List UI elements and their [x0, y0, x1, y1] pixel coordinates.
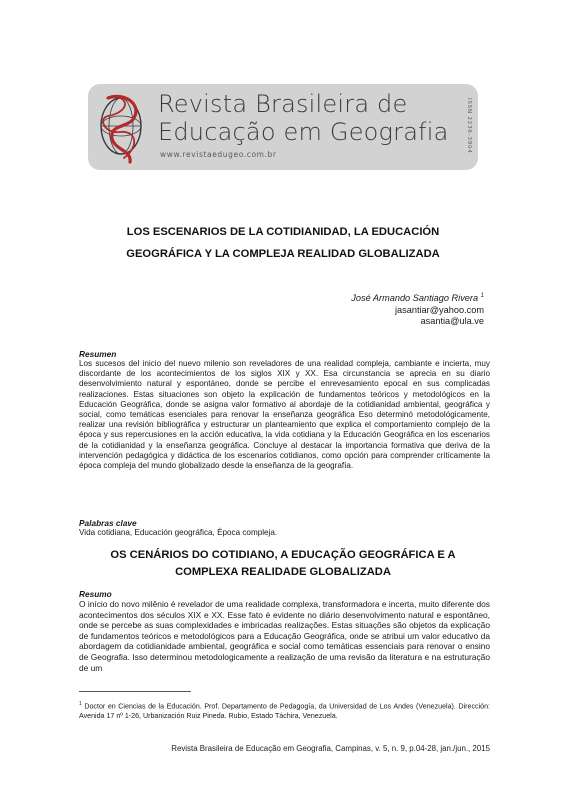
article-title-es [80, 221, 486, 265]
article-title-es-line1: LOS ESCENARIOS DE LA COTIDIANIDAD, LA EDUCACIÓN [126, 226, 440, 238]
abstract-es [79, 349, 490, 471]
journal-logo-icon [94, 88, 152, 166]
footnote-mark: 1 [79, 701, 82, 707]
keywords-es-text: Vida cotidiana, Educación geográfica, Época compleja. [79, 528, 278, 537]
article-title-pt-line2: COMPLEXA REALIDADE GLOBALIZADA [175, 566, 391, 578]
article-title-pt [80, 547, 486, 581]
footnote [79, 699, 490, 721]
journal-title-line2: Educação em Geografia [158, 118, 449, 146]
author-name: José Armando Santiago Rivera $^1$ [351, 293, 484, 304]
journal-issn: ISSN 2236-3904 [466, 98, 472, 154]
article-title-es-line2: GEOGRÁFICA Y LA COMPLEJA REALIDAD GLOBALIZADA [126, 248, 440, 260]
footnote-divider [79, 691, 191, 692]
abstract-pt-text: O início do novo milênio é revelador de uma realidade complexa, transformadora e incerta, muito diferente dos acontecimentos dos séculos XIX e XX. Esse fato é evidente no diário desenvolvimento natural e espontâneo, onde se percebe as suas complexidades e imbricadas realizações. Estas situações são objetos da explicação de fundamentos teóricos e metodológicos para a Educação Geográfica, onde se atribui um valor educativo da abordagem da cotidianidade ambiental, geográfica e social como temáticas essenciais para renovar o ensino de Geografia. Isso determinou metodologicamente a realização de uma revisão da literatura e na estruturação de um [79, 599, 490, 673]
journal-masthead [88, 84, 478, 170]
author-email-2[interactable]: asantia@ula.ve [420, 316, 484, 327]
abstract-es-label: Resumen [79, 349, 117, 359]
abstract-pt-label: Resumo [79, 589, 112, 599]
footnote-text: Doctor en Ciencias de la Educación. Prof. Departamento de Pedagogía, da Universidad de Los Andes (Venezuela). Dirección: Avenida 17 nº 1-26, Urbanización Ruiz Pineda. Rubio, Estado Táchira, Venezuela. [79, 702, 490, 721]
author-footnote-mark: 1 [480, 293, 484, 299]
abstract-pt [79, 589, 490, 673]
journal-title-line1: Revista Brasileira de [158, 90, 408, 118]
abstract-es-text: Los sucesos del inicio del nuevo milenio son reveladores de una realidad compleja, cambiante e incierta, muy discordante de los acontecimientos de los siglos XIX y XX. Esa circunstancia se aprecia en su diario desenvolvimiento natural y espontáneo, donde se percibe el enrevesamiento epocal en sus complicadas realizaciones. Estas situaciones son objeto la explicación de fundamentos teóricos y metodológicos en la Educación Geográfica, donde se asigna valor formativo al abordaje de la cotidianidad ambiental, geográfica y social, como temáticas esenciales para renovar la enseñanza geográfica Eso determinó metodológicamente, realizar una revisión bibliográfica y estructurar un planteamiento que explica el comportamiento complejo de la época y sus repercusiones en la acción educativa, la vida cotidiana y la Educación Geográfica en los escenarios de la cotidianidad y la enseñanza geográfica. Concluye al destacar la importancia formativa que deriva de la intervención pedagógica y didáctica de los escenarios cotidianos, como opción para comprender críticamente la época compleja del mundo globalizado desde la enseñanza de la geografía. [79, 359, 490, 471]
keywords-es-label: Palabras clave [79, 518, 137, 528]
author-block [224, 291, 484, 328]
journal-url[interactable]: www.revistaedugeo.com.br [160, 150, 277, 159]
journal-title [158, 90, 458, 146]
author-email-1[interactable]: jasantiar@yahoo.com [395, 304, 484, 315]
keywords-es [79, 518, 490, 538]
article-title-pt-line1: OS CENÁRIOS DO COTIDIANO, A EDUCAÇÃO GEOGRÁFICA E A [110, 549, 456, 561]
page-footer-citation: Revista Brasileira de Educação em Geografia, Campinas, v. 5, n. 9, p.04-28, jan./jun., 2015 [171, 744, 490, 753]
